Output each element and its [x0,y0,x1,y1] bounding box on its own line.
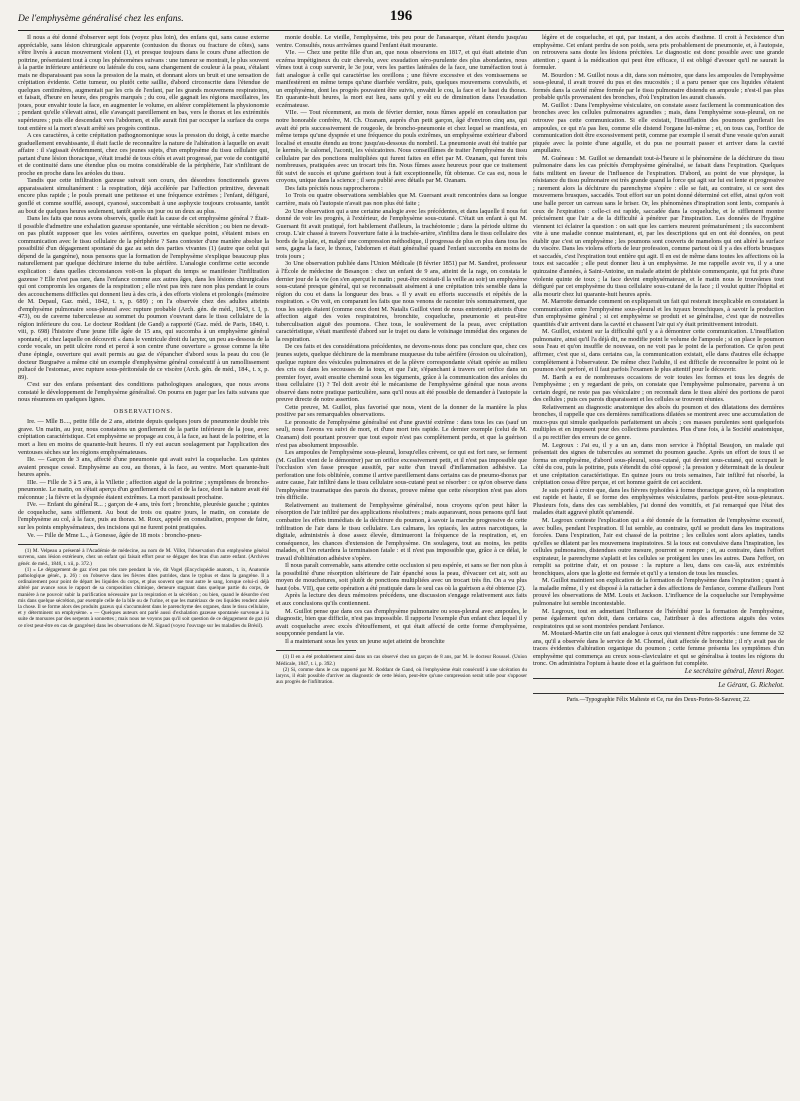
paragraph: De ces faits et des considérations précédentes, ne devons-nous donc pas conclure que, chez ces jeunes sujets, quelque déchirure de la membrane muqueuse du tube aérifère (érosion ou ulcération), quelque rupture des vésicules pulmonaires et de la plèvre correspondante s'était opérée au milieu des cris ou dans les secousses de la toux, et que l'air, s'épanchant à travers cet orifice dans un premier foyer, avait ensuite cheminé sous les téguments, grâce à la communication des aréoles du tissu cellulaire (1) ? Tel doit avoir été le mécanisme de l'emphysème général que nous avons observé dans notre pratique particulière, sans qu'il nous ait été possible de demander à l'autopsie la preuve directe de notre assertion. [276,343,527,404]
observation: Ve. — Fille de Mme L.., à Gonesse, âgée de 18 mois : broncho-pneu- [27,531,202,539]
paragraph: Dans les faits que nous avons observés, quelle était la cause de cet emphysème général ? Était-il possible d'admettre une exhalation gazeuse spontanée, une véritable sécrétion ; ou bien ne devait-on pas plutôt supposer que les voies aérifères, ouvertes en quelque point, s'étaient mises en communication avec le tissu cellulaire de la périphérie ? Sans contester d'une manière absolue la possibilité d'un dégagement spontané du gaz au sein des parties vivantes (1) (autre que celui qui dépend de la gangrène), nous pensons que la formation de l'emphysème s'explique beaucoup plus naturellement par quelque déchirure interne du tube aérifère. L'analogie confirme cette seconde explication : dans quelles circonstances voit-on la plupart du temps se manifester l'infiltration gazeuse ? Elle n'est pas rare, dans l'enfance comme aux autres âges, dans les lésions chirurgicales qui ont compromis les organes de la respiration ; elle n'est pas très rare non plus pendant le cours des accouchemens difficiles qui donnent lieu à des cris, à des efforts violens et prolongés (mémoire de M. Depaul, Gaz. méd., 1842, t. x, p. 689) ; on l'a observée chez des adultes atteints d'emphysème pulmonaire sous-pleural avec rupture probable (Arch. gén. de méd., 1843, t. I, p. 473), ou de caverne tuberculeuse au sommet du poumon s'ouvrant dans le tissu cellulaire de la région inférieure du cou. Le docteur Roddant (de Gand) a rapporté (Gaz. méd. de Paris, 1840, t. viii, p. 698) l'histoire d'une jeune fille âgée de 15 ans, qui succomba à un emphysème général spontané, et chez laquelle on découvrit « dans le ventricule droit du larynx, un peu au-dessous de la corde vocale, un petit ulcère rond et percé à son centre d'une ouverture » grosse comme la tête d'une épingle, ouverture qui avait permis au gaz de s'épancher d'abord sous la peau du cou (le docteur Burgraëve a même cité un exemple d'emphysème général consécutif à un ramollissement pultacé de l'estomac, avec rupture sous-péritonéale de ce viscère (Arch. gén. de méd., 184., t. x, p. 89). [18,215,269,381]
paragraph: M. Guillot pense que dans ces cas d'emphysème pulmonaire ou sous-pleural avec ampoules, le diagnostic, bien que difficile, n'est pas impossible. Il rapporte l'exemple d'un enfant chez lequel il y avait coqueluche avec excès d'étouffement, et qui était affecté de cette forme d'emphysème, soupçonnée pendant la vie. [276,607,527,638]
secretary-signature: Le secrétaire général, Henri Roger. [684,666,784,675]
paragraph: Le pronostic de l'emphysème généralisé est d'une gravité extrême : dans tous les cas (sauf un seul), nous l'avons vu suivi de mort, et d'une mort très rapide. Le dernier exemple (celui de M. Ozanam) doit pourtant prouver que tout espoir n'est pas complètement perdu, et que la guérison n'est pas absolument impossible. [276,418,527,449]
header-rule [18,30,784,31]
footnotes-middle [276,654,527,685]
paragraph: 1o Trois ou quatre observations semblables que M. Guersant avait rencontrées dans sa longue carrière, mais où l'autopsie n'avait pas non plus été faite ; [276,192,527,208]
footnote: (1) Il en a été probablement ainsi dans un cas observé chez un garçon de 8 ans, par M. le docteur Roussel. (Union Médicale, 1847, t. i, p. 392.) [276,654,527,667]
running-title: De l'emphysème généralisé chez les enfans. [18,14,184,24]
paragraph: M. Legroux conteste l'explication qui a été donnée de la formation de l'emphysème excessif, avec bulles, pendant l'expiration. Il lui semble, au contraire, qu'il se produit dans les inspirations forcées. Dans l'expiration, l'air est chassé de la poitrine ; les cellules sont alors aplaties, tandis qu'elles se dilatent par les mouvemens inspiratoires. Si la toux est convulsive dans l'inspiration, les cellules pulmonaires, distendues outre mesure, pourront se rompre ; et, au contraire, dans l'effort expirateur, le parenchyme s'aplatit et les cellules se protègent les unes les autres. Dans l'effort, on remplit sa poitrine d'air, et on pousse : la rupture a lieu, dans ces cas-là, aux extrémités bronchiques, alors que la glotte est fermée et qu'il y a tension de tous les muscles. [533,517,784,577]
paragraph: Après la lecture des deux mémoires précédens, une discussion s'engage relativement aux faits et aux conclusions qu'ils contiennent. [276,592,527,608]
paragraph: M. Marrotte demande comment on expliquerait un fait qui resterait inexplicable en constatant la communication entre l'emphysème sous-pleural et les tuyaux bronchiques, à savoir la production d'un emphysème général ; si cet emphysème se produit et se généralise, c'est que de nouvelles quantités d'air arrivent dans la cavité et chassent l'air qui s'y était primitivement introduit. [533,298,784,328]
column-right [533,34,784,1096]
gerant-signature: Le Gérant, G. Richelot. [718,681,784,690]
paragraph: VIIe. — Tout récemment, au mois de février dernier, nous fûmes appelé en consultation par notre honorable confrère, M. Ch. Ozanam, auprès d'un petit garçon, âgé d'environ cinq ans, qui avait été pris successivement de rougeole, de broncho-pneumonie et chez lequel se manifesta, en même temps qu'une dyspnée et une fréquence du pouls extrêmes, un emphysème extérieur d'abord localisé et ensuite étendu au tronc jusqu'au-dessous du nombril. La pneumonie avait été traitée par le kermès, le calomel, l'aconit, les vésicatoires. Nous conseillâmes de traiter l'emphysème du tissu cellulaire par des ponctions multipliées qui furent faites en effet par M. Ozanam, qui furent très nombreuses, pratiquées avec un trocart très fin. Nous fûmes assez heureux pour que ce traitement fût suivi de succès et qu'une guérison tout à fait exceptionnelle, fût obtenue. Ce cas est, nous le croyons, unique dans la science ; il sera publié avec détails par M. Ozanam. [276,109,527,185]
paragraph: M. Guillot : Dans l'emphysème vésiculaire, on constate assez facilement la communication des bronches avec les cellules pulmonaires agrandies ; mais, dans l'emphysème sous-pleural, on ne retrouve pas cette communication. Si elle existait, l'insufflation des poumons gonflerait les ampoules, ce qui n'a pas lieu, comme elle distend l'organe lui-même ; et, on tous cas, l'orifice de communication doit être excessivement petit, comme par exemple il serait d'une vessie qu'on aurait piquée avec la pointe d'une aiguille, et du pus ne pourrait passer et arriver dans la cavité ampullaire. [533,101,784,155]
paragraph: A ces caractères, à cette crépitation pathognomonique sous la pression du doigt, à cette marche graduellement envahissante, il était facile de reconnaître la nature de l'altération à laquelle on avait affaire : il s'agissait évidemment, chez ces jeunes sujets, d'un emphysème du tissu cellulaire qui, partant d'une lésion thoracique, s'était irradié de tous côtés et avait progressé, par voie de contiguïté et de continuité dans une étendue plus ou moins considérable de la périphérie, l'air s'infiltrant de proche en proche dans les aréoles du tissu. [18,132,269,177]
observation: Ire. — Mlle B...., petite fille de 2 ans, atteinte depuis quelques jours de pneumonie double très grave. Un matin, au jour, nous constatons un gonflement de la partie inférieure de la joue, avec crépitation caractéristique. Cet emphysème se propage au cou, à la face, au haut de la poitrine, et la mort a lieu en moins de quarante-huit heures. Il n'y eut aucun soulagement par l'application des ventouses sèches sur les régions emphysémateuses. [18,418,269,456]
paragraph: M. Guillot maintient son explication de la formation de l'emphysème dans l'expiration ; quant à la maladie même, il y est disposé à la rattacher à des affections de l'enfance, comme d'ailleurs l'ont prouvé les observations de MM. Louis et Jackson. L'influence de la coqueluche sur l'emphysème pulmonaire lui semble incontestable. [533,577,784,608]
paragraph: Relativement au traitement de l'emphysème généralisé, nous croyons qu'on peut hâter la résorption de l'air infiltré par des applications résolutives ; mais auparavant, nous pensons qu'il faut combattre les effets immédiats de la déchirure du poumon, à savoir la marche progressive de cette infiltration de l'air dans le tissu cellulaire. Les calmans, les opiacés, les autres narcotiques, la digitale, administrés à dose assez élevée, diminueront la fréquence de la respiration, et, en conséquence, les chances d'extension de l'emphysème. On soulagera, tout au moins, les petits malades, et l'on retardera la terminaison fatale : et il n'est pas impossible que, grâce à ce délai, le travail d'oblitération adhésive s'opère. [276,501,527,562]
paragraph: Cette preuve, M. Guillot, plus favorisé que nous, vient de la donner de la manière la plus positive par ses remarquables observations. [276,403,527,419]
column-middle [276,34,527,1096]
paragraph: Il nous paraît convenable, sans attendre cette occlusion si peu espérée, et sans se fier non plus à la possibilité d'une résorption ultérieure de l'air épanché sous la peau, d'évacuer cet air, soit au moyen de mouchetures, soit plutôt de ponctions multipliées avec un trocart très fin. On a vu plus haut (obs. VII), que cette opération a été pratiquée dans le seul cas où la guérison a été obtenue (2). [276,562,527,592]
paragraph: M. Barth a eu de nombreuses occasions de voir toutes les formes et tous les degrés de l'emphysème ; en y regardant de près, on constate que l'emphysème pulmonaire, parvenu à un certain degré, ne reste pas pas vésiculaire ; on reconnaît dans le tissu altéré des portions de paroi des cellules ; puis ces parois disparaissent et les cellules se trouvent réunies. [533,373,784,404]
footnote: (2) Si, comme dans le cas rapporté par M. Roddant de Gand, où l'emphysème était consécutif à une ulcération du larynx, il était possible d'arriver au diagnostic de cette lésion, peut-être qu'une compression serait utile pour s'opposer aux progrès de l'infiltration. [276,666,527,686]
paragraph: Relativement au diagnostic anatomique des abcès du poumon et des dilatations des dernières bronches, il rappelle que ces dernières ramifications dilatées se montrent avec une accumulation de muco-pus qui simule quelquefois parfaitement un abcès ; ces masses purulentes sont quelquefois multiples et en imposent pour des collections purulentes. Plus d'une fois, à la Société anatomique, il a pu rectifier des erreurs de ce genre. [533,403,784,441]
paragraph: Des faits précités nous rapprocherons : [285,184,383,192]
observation: IVe. — Enfant du général R... ; garçon de 4 ans, très fort ; bronchite, pleurésie gauche ; quintes de coqueluche, sans sifflement. Au bout de trois ou quatre jours, le matin, on constate de l'emphysème au col, à la face, puis au thorax. M. Roux, appelé en consultation, propose de faire, sur les points emphysémateux, des incisions qui ne furent point pratiquées. [18,501,269,531]
column-left [18,34,269,1096]
footnotes-left [18,548,269,629]
footnote: (1) « Le dégagement de gaz n'est pas très rare pendant la vie, dit Vogel (Encyclopédie anatom., t. ix, Anatomie pathologique génér., p. 26) : on l'observe dans les fièvres dites putrides, dans le typhus et dans la gangrène. Il a ordinairement pour point de départ les liquides du corps, et plus souvent que tout autre le sang, lorsque celui-ci déjà altéré par avance sous le rapport de sa composition chimique, demeure stagnant dans quelque partie du corps, de manière à ne pouvoir subir la purification nécessaire par la respiration et la sécrétion ; ou bien, quand le désordre s'est mis dans quelque sécrétion, par exemple celle de la bile ou de l'urine, et que les matériaux de ces liquides rendent aisée la chose. Il se forme alors des produits gazeux qui s'accumulent dans le parenchyme des organes, dans le tissu cellulaire, et y déterminent un emphysème. » — Quelques auteurs ont parlé aussi d'exhalation gazeuse spontanée survenue à la suite de morsures par des serpents à sonnettes ; mais nous ne voyons pas qu'il soit question de ce dégagement de gaz (si ce n'est peut-être en cas de gangrène) dans les observations de M. Sigaud (voyez l'ouvrage sur les maladies du Brésil). [18,566,269,629]
observations-heading: OBSERVATIONS. [113,407,174,415]
paragraph: Il a maintenant sous les yeux un jeune sujet atteint de bronchite [285,637,445,645]
printer-line: Paris.—Typographie Félix Malteste et Ce, rue des Deux-Portes-St-Sauveur, 22. [566,697,751,704]
paragraph: 2o Une observation qui a une certaine analogie avec les précédentes, et dans laquelle il nous fut donné de voir les progrès, à l'extérieur, de l'emphysème sous-cutané. C'était un enfant à qui M. Guersant fit avait pratiqué, fort habilement d'ailleurs, la trachéotomie ; dans la période ultime du croup. L'air chassé à travers l'ouverture faite à la trachée-artère, s'infiltra dans le tissu cellulaire des bords de la plaie, et, malgré une compression méthodique, il progressa de plus en plus dans tous les sens, gagna la face, le thorax, l'abdomen et était généralisé quand l'enfant succomba en moins de trois jours ; [276,207,527,260]
paragraph: M. Moutard-Martin cite un fait analogue à ceux qui viennent d'être rapportés : une femme de 32 ans, qu'il a observée dans le service de M. Chomel, était affectée de bronchite ; il n'y avait pas de traces évidentes d'altération organique du poumon ; cette femme présenta les symptômes d'un emphysème qui commença au creux sous-claviculaire et qui se généralisa à toutes les régions du tronc. On administra l'opium à haute dose et la guérison fut complète. [533,630,784,668]
paragraph: M. Guéneau : M. Guillot se demandait tout-à-l'heure si le phénomène de la déchirure du tissu pulmonaire dans les cas précités d'emphysème généralisé, se faisait dans l'expiration. Quelques faits militent en faveur de l'influence de l'expiration. D'abord, au point de vue physique, la résistance du tissu pulmonaire est très grande quand la force qui agit sur lui est lente et progressive ; rarement alors la déchirure du parenchyme s'opère : elle se fait, au contraire, si ce sont des mouvemens brusques, saccadés. Tout effort sur un point donné déterminé cet effet, ainsi qu'on voit une balle percer un carreau sans le briser. Or, les phénomènes d'inspiration sont lents, comparés à ceux de l'expiration : celle-ci est rapide, saccadée dans la coqueluche, et le sifflement montre précisément que l'air a de la difficulté à pénétrer par l'inspiration. Les données de l'hygiène viennent ici éclairer la question : on sait que les carriers meurent prématurément ; ils succombent vite à une maladie connue maintenant, et, par les descriptions qui en ont été données, on peut établir que c'est un emphysème ; les poumons sont couverts de mamelons qui ont altéré la surface du viscère. Dans les violens efforts de leur profession, comme partout où il y a des efforts brusques et saccadés, c'est l'expiration tout entière qui agit. Il en est de même dans toutes les affections où la toux est saccadée ; elle peut donner lieu à un emphysème. Je me rappelle avoir vu, il y a une quinzaine d'années, à Saint-Antoine, un malade atteint de phthisie commençante, qui fut pris d'une violente quinte de toux ; la face devint emphysémateuse, et le matin nous le trouvâmes tout défiguré par cet emphysème du tissu cellulaire sous-cutané de la face ; il voulut quitter l'hôpital et alla mourir chez lui quarante-huit heures après. [533,154,784,298]
paragraph: monie double. Le vieille, l'emphysème, très peu pour de l'anasarque, s'étant étendu jusqu'au ventre. Consultés, nous arrivâmes quand l'enfant était mourante. [276,34,527,49]
end-rule [533,693,784,694]
page-header [18,8,784,28]
paragraph: M. Guillot, existent sur la difficulté qu'il y a à démontrer cette communication. L'insufflation pulmonaire, ainsi qu'il l'a déjà dit, ne modifie point le volume de l'ampoule ; si on place le poumon sous l'eau et qu'on insuffle de nouveau, on ne voit pas le point de la perforation. Ce qu'on peut affirmer, c'est que si, dans certains cas, la communication existait, elle dans d'autres elle échappe complètement à l'observateur. De même chez l'adulte, il est difficile de reconnaître le point où le poumon s'est perforé, et il faut parfois l'examen le plus attentif pour le découvrir. [533,328,784,374]
observation: IIe. — Garçon de 3 ans, affecté d'une pneumonie qui avait suivi la coqueluche. Les quintes avaient presque cessé. Emphysème au cou, au thorax, à la face, au ventre. Mort quarante-huit heures après. [18,456,269,479]
paragraph: légère et de coqueluche, et qui, par instant, a des accès d'asthme. Il croit à l'existence d'un emphysème. Cet enfant perdra de son poids, sera pris probablement de pneumonie, et, à l'autopsie, on retrouvera sans doute les lésions précitées. Le diagnostic est donc possible avec une grande attention ; quant à la médication qui peut être efficace, il est obligé d'avouer qu'il ne saurait la formuler. [533,34,784,72]
footnote-rule [276,650,356,651]
paragraph: VIe. — Chez une petite fille d'un an, que nous observions en 1817, et qui était atteinte d'un eczéma impétigineux du cuir chevelu, avec exsudation séro-purulente des plus abondantes, nous vîmes tout à coup survenir, le 3e jour, vers les parties latérales de la face, une tuméfaction tout à fait analogue à celle qui caractérise les oreillons ; une fièvre excessive et des vomissemens se manifestèrent en même temps qu'une diarrhée verdâtre, puis, quelques mouvemens convulsifs, et un emphysème, dont les progrès pouvaient être suivis, envahit le cou, la face et le haut du thorax. En quarante-huit heures, la mort eut lieu, sans qu'il y eût eu de diminution dans l'exsudation eczémateuse. [276,49,527,109]
footnote: (1) M. Velpeau a présenté à l'Académie de médecine, au nom de M. Villot, l'observation d'un emphysème général survenu, sans lésion extérieure, chez un enfant qui faisait effort pour se dégager des bras d'un autre enfant. (Archives génér. de méd., 1846, t. xii, p. 372.) [18,548,269,567]
paragraph: Les ampoules de l'emphysème sous-pleural, lorsqu'elles crèvent, ce qui est fort rare, se ferment (M. Guillot vient de le démontrer) par un orifice excessivement petit, et il n'est pas impossible que l'occlusion s'en fasse presque aussitôt, par suite d'un travail d'inflammation adhésive. La perforation une fois oblitérée, comme il arrive pareillement dans certains cas de pneumo-thorax par autre cause, l'air infiltré dans le tissu cellulaire sous-cutané peut se résorber : ce qu'on observe dans l'emphysème traumatique des parois du thorax, prouve même que cette résorption n'est pas alors très difficile. [276,449,527,502]
paragraph: Tandis que cette infiltration gazeuse suivait son cours, des désordres fonctionnels graves apparaissaient simultanément : la respiration, déjà accélérée par l'affection primitive, devenait encore plus rapide ; le pouls prenait une petitesse et une fréquence extrêmes ; l'enfant, défiguré, gonflé et comme soufflé, assoupi, cyanosé, succombait à une asphyxie toujours croissante, tantôt au bout de quelques heures seulement, tantôt après un jour ou un deux au plus. [18,177,269,215]
paragraph: M. Legroux, tout en admettant l'influence de l'hérédité pour la formation de l'emphysème, pense également qu'on doit, dans certains cas, l'attribuer à des affections aiguës des voies respiratoires qui se sont montrées pendant l'enfance. [533,607,784,630]
paragraph: M. Bourdon : M. Guillot nous a dit, dans son mémoire, que dans les ampoules de l'emphysème sous-pleural, il avait trouvé du pus et des mucosités ; il a paru penser que ces liquides s'étaient formés dans la cavité même formée par le tissu pulmonaire distendu en ampoule ; n'est-il pas plus probable qu'ils provenaient des bronches, d'où l'expiration les aurait chassés. [533,71,784,102]
observation: IIIe. — Fille de 3 à 5 ans, à la Villette ; affection aiguë de la poitrine ; symptômes de broncho-pneumonie. Le matin, on s'était aperçu d'un gonflement du col et de la face, dont la nature avait été méconnue ; la fièvre et la dyspnée étaient extrêmes. La mort paraissait prochaine. [18,478,269,501]
footnote-rule [18,544,98,545]
end-rule [533,678,784,679]
page-number: 196 [389,8,413,24]
paragraph: C'est sur des enfans présentant des conditions pathologiques analogues, que nous avons constaté le développement de l'emphysème généralisé. On pourra en juger par les faits suivans que nous résumons en quelques lignes. [18,381,269,404]
paragraph: 3o Une observation publiée dans l'Union Médicale (8 février 1851) par M. Sandret, professeur à l'École de médecine de Besançon : chez un enfant de 9 ans, atteint de la rage, on constata le dernier jour de la vie (on s'en aperçut le matin ; peut-être existait-il la veille au soir) un emphysème sous-cutané presque général, qui se reconnaissait aisément à une crépitation très sensible dans la région du cou et dans la longueur des bras. « Il y avait eu efforts successifs et répétés de la respiration. » On voit, en comparant les faits que nous venons de raconter très sommairement, que tous les sujets étaient (comme ceux dont M. Natalis Guillot vient de nous entretenir) atteints d'une affection aiguë des voies respiratoires, bronchite, coqueluche, pneumonie et peut-être tuberculisation aiguë des poumons. Chez tous, le soulèvement de la peau, avec crépitation caractéristique, s'était manifesté d'abord sur le trajet ou dans le voisinage immédiat des organes de la respiration. [276,260,527,343]
paragraph: Il nous a été donné d'observer sept fois (voyez plus loin), des enfans qui, sans cause externe appréciable, sans lésion chirurgicale apparente (contusion du thorax ou fracture de côtes), sans s'être livrés à aucun mouvement violent (1), et presque toujours dans le cours d'une affection de poitrine, présentaient tout à coup les phénomènes suivans : une tumeur se montrait, le plus souvent à la partie inférieure antérieure ou latérale du cou, sans changement de couleur à la peau, s'étalant mais ne disparaissant pas sous la pression de la main, et donnant alors un bruit et une sensation de crépitation évidente. Cette tumeur, ou plutôt cette saillie, d'abord circonscrite dans l'étendue de quelques centimètres, augmentait par les cris de l'enfant, par les grands mouvemens respiratoires, et faisait, d'heure en heure, des progrès marqués ; du cou, elle gagnait les régions maxillaires, les joues, pour envahir toute la face, en augmenter le volume, en altérer complètement la physionomie ; pendant qu'elle s'élevait ainsi, elle s'avançait pareillement en bas, vers le thorax et les extrémités supérieures ; puis elle descendait vers l'abdomen, et elle aurait fini par occuper la surface du corps tout entière si la mort n'avait arrêté ses progrès continus. [18,34,269,132]
paragraph: M. Legroux : J'ai eu, il y a un an, dans mon service à l'hôpital Beaujon, un malade qui présentait des signes de tubercules au sommet du poumon gauche. Après un effort de toux il se forma un emphysème, d'abord sous-pleural, sous-cutané, qui devint sous-cutané, qui occupait le côté du cou, puis la poitrine, puis s'étendit du côté opposé ; la pression y déterminait de la douleur et une crépitation caractéristique. En quinze jours ou trois semaines, l'air infiltré fut résorbé, la crépitation cessa d'être perçue, et cet homme guérit de cet accident. [533,441,784,487]
paragraph: Je suis porté à croire que, dans les fièvres typhoïdes à forme thoracique grave, où la respiration est rapide et haute, il se forme des emphysèmes vésiculaires, parfois peut-être sous-pleuraux. Plusieurs fois, dans des cas semblables, j'ai donné des vomitifs, et j'ai remarqué que l'état des malades était aggravé plutôt qu'amendé. [533,486,784,517]
